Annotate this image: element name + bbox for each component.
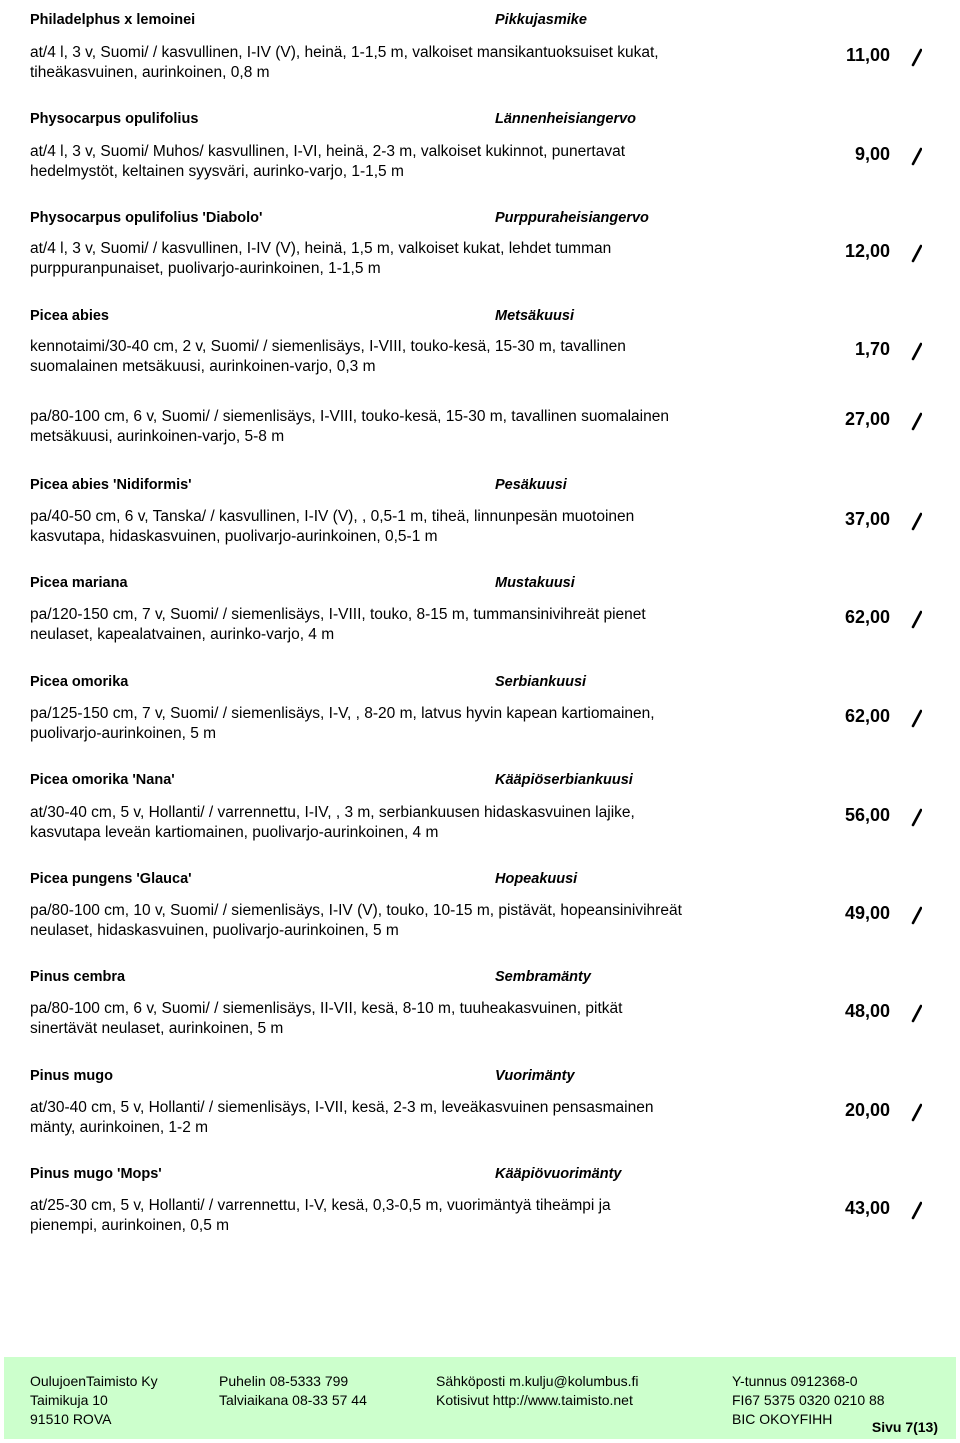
product-header (30, 111, 930, 131)
price: 56,00 (844, 805, 890, 825)
latin-name: Pinus mugo (30, 1068, 113, 1084)
description-line: mänty, aurinkoinen, 1-2 m (30, 1119, 209, 1136)
product-header (30, 308, 930, 328)
description-line: metsäkuusi, aurinkoinen-varjo, 5-8 m (30, 428, 285, 445)
variant-description (30, 605, 750, 645)
variant-description (30, 999, 750, 1039)
variant-description (30, 803, 750, 843)
footer (4, 1357, 956, 1439)
description-line: kasvutapa, hidaskasvuinen, puolivarjo-aurinkoinen, 0,5-1 m (30, 528, 438, 545)
footer-contact (436, 1372, 639, 1410)
price: 48,00 (844, 1001, 890, 1021)
footer-line: Taimikuja 10 (30, 1392, 108, 1408)
price: 11,00 (845, 45, 890, 65)
currency-mark-icon (910, 1000, 922, 1024)
price: 20,00 (844, 1100, 890, 1120)
currency-mark-icon (910, 1197, 922, 1221)
product-header (30, 12, 930, 32)
description-line: at/4 l, 3 v, Suomi/ / kasvullinen, I-IV (V), heinä, 1,5 m, valkoiset kukat, lehdet tumman (30, 240, 612, 257)
common-name: Kääpiöserbiankuusi (495, 772, 633, 788)
description-line: kasvutapa leveän kartiomainen, puolivarjo-aurinkoinen, 4 m (30, 824, 439, 841)
product-header (30, 477, 930, 497)
footer-line: Y-tunnus 0912368-0 (732, 1373, 858, 1389)
common-name: Vuorimänty (495, 1068, 575, 1084)
footer-bank (732, 1372, 885, 1429)
variant-row (30, 803, 930, 847)
currency-mark-icon (910, 804, 922, 828)
latin-name: Physocarpus opulifolius (30, 111, 199, 127)
price: 37,00 (844, 509, 890, 529)
currency-mark-icon (910, 408, 922, 432)
description-line: at/4 l, 3 v, Suomi/ Muhos/ kasvullinen, I-VI, heinä, 2-3 m, valkoiset kukinnot, punertavat (30, 143, 626, 160)
price: 62,00 (844, 607, 890, 627)
footer-line: OulujoenTaimisto Ky (30, 1373, 158, 1389)
variant-row (30, 507, 930, 551)
currency-mark-icon (910, 902, 922, 926)
latin-name: Physocarpus opulifolius 'Diabolo' (30, 210, 263, 226)
description-line: at/30-40 cm, 5 v, Hollanti/ / siemenlisäys, I-VII, kesä, 2-3 m, leveäkasvuinen pensasmainen (30, 1099, 654, 1116)
currency-mark-icon (910, 338, 922, 362)
description-line: kennotaimi/30-40 cm, 2 v, Suomi/ / siemenlisäys, I-VIII, touko-kesä, 15-30 m, tavallinen (30, 338, 626, 355)
description-line: tiheäkasvuinen, aurinkoinen, 0,8 m (30, 64, 270, 81)
price: 49,00 (844, 903, 890, 923)
description-line: pa/120-150 cm, 7 v, Suomi/ / siemenlisäys, I-VIII, touko, 8-15 m, tummansinivihreät pienet (30, 606, 646, 623)
currency-mark-icon (910, 44, 922, 68)
price: 12,00 (844, 241, 890, 261)
product-header (30, 1068, 930, 1088)
variant-description (30, 901, 750, 941)
variant-row (30, 407, 930, 451)
footer-line: Sähköposti m.kulju@kolumbus.fi (436, 1373, 639, 1389)
product-header (30, 871, 930, 891)
latin-name: Picea omorika 'Nana' (30, 772, 175, 788)
variant-description (30, 337, 750, 377)
common-name: Kääpiövuorimänty (495, 1166, 622, 1182)
variant-description (30, 704, 750, 744)
product-header (30, 1166, 930, 1186)
latin-name: Pinus mugo 'Mops' (30, 1166, 162, 1182)
page-number: Sivu 7(13) (871, 1419, 938, 1435)
price: 43,00 (844, 1198, 890, 1218)
footer-company (30, 1372, 158, 1429)
variant-row (30, 239, 930, 283)
variant-row (30, 605, 930, 649)
latin-name: Picea abies 'Nidiformis' (30, 477, 192, 493)
variant-description (30, 142, 750, 182)
price: 62,00 (844, 706, 890, 726)
currency-mark-icon (910, 705, 922, 729)
description-line: purppuranpunaiset, puolivarjo-aurinkoinen, 1-1,5 m (30, 260, 381, 277)
currency-mark-icon (910, 240, 922, 264)
latin-name: Picea omorika (30, 674, 129, 690)
common-name: Pesäkuusi (495, 477, 567, 493)
common-name: Hopeakuusi (495, 871, 578, 887)
description-line: neulaset, hidaskasvuinen, puolivarjo-aurinkoinen, 5 m (30, 922, 399, 939)
description-line: puolivarjo-aurinkoinen, 5 m (30, 725, 217, 742)
variant-row (30, 704, 930, 748)
product-header (30, 772, 930, 792)
description-line: pa/40-50 cm, 6 v, Tanska/ / kasvullinen, I-IV (V), , 0,5-1 m, tiheä, linnunpesän muotoinen (30, 508, 635, 525)
latin-name: Picea abies (30, 308, 109, 324)
common-name: Mustakuusi (495, 575, 575, 591)
variant-row (30, 43, 930, 87)
variant-row (30, 142, 930, 186)
common-name: Metsäkuusi (495, 308, 574, 324)
price: 1,70 (854, 339, 890, 359)
description-line: pa/80-100 cm, 10 v, Suomi/ / siemenlisäys, I-IV (V), touko, 10-15 m, pistävät, hopeansinivihreät (30, 902, 682, 919)
footer-phone (219, 1372, 367, 1410)
currency-mark-icon (910, 143, 922, 167)
common-name: Sembramänty (495, 969, 591, 985)
currency-mark-icon (910, 1099, 922, 1123)
variant-description (30, 239, 750, 279)
footer-line: Kotisivut http://www.taimisto.net (436, 1392, 633, 1408)
latin-name: Pinus cembra (30, 969, 126, 985)
description-line: pa/80-100 cm, 6 v, Suomi/ / siemenlisäys, I-VIII, touko-kesä, 15-30 m, tavallinen suomalainen (30, 408, 669, 425)
footer-line: Talviaikana 08-33 57 44 (219, 1392, 367, 1408)
price: 27,00 (844, 409, 890, 429)
variant-row (30, 901, 930, 945)
description-line: pienempi, aurinkoinen, 0,5 m (30, 1217, 230, 1234)
price: 9,00 (854, 144, 890, 164)
common-name: Pikkujasmike (495, 12, 587, 28)
description-line: pa/125-150 cm, 7 v, Suomi/ / siemenlisäys, I-V, , 8-20 m, latvus hyvin kapean kartiomainen, (30, 705, 655, 722)
latin-name: Picea pungens 'Glauca' (30, 871, 192, 887)
variant-row (30, 1196, 930, 1240)
currency-mark-icon (910, 606, 922, 630)
footer-line: BIC OKOYFIHH (732, 1411, 833, 1427)
description-line: hedelmystöt, keltainen syysväri, aurinko-varjo, 1-1,5 m (30, 163, 404, 180)
latin-name: Picea mariana (30, 575, 128, 591)
description-line: at/25-30 cm, 5 v, Hollanti/ / varrennettu, I-V, kesä, 0,3-0,5 m, vuorimäntyä tiheämpi ja (30, 1197, 611, 1214)
description-line: suomalainen metsäkuusi, aurinkoinen-varjo, 0,3 m (30, 358, 376, 375)
footer-line: FI67 5375 0320 0210 88 (732, 1392, 885, 1408)
variant-description (30, 407, 750, 447)
footer-line: Puhelin 08-5333 799 (219, 1373, 349, 1389)
product-header (30, 575, 930, 595)
product-header (30, 674, 930, 694)
common-name: Purppuraheisiangervo (495, 210, 649, 226)
variant-description (30, 1098, 750, 1138)
variant-description (30, 507, 750, 547)
description-line: neulaset, kapealatvainen, aurinko-varjo, 4 m (30, 626, 335, 643)
product-header (30, 210, 930, 230)
product-header (30, 969, 930, 989)
latin-name: Philadelphus x lemoinei (30, 12, 196, 28)
common-name: Serbiankuusi (495, 674, 587, 690)
common-name: Lännenheisiangervo (495, 111, 637, 127)
currency-mark-icon (910, 508, 922, 532)
description-line: at/4 l, 3 v, Suomi/ / kasvullinen, I-IV (V), heinä, 1-1,5 m, valkoiset mansikantuoksuiset kukat, (30, 44, 659, 61)
description-line: sinertävät neulaset, aurinkoinen, 5 m (30, 1020, 284, 1037)
variant-description (30, 43, 750, 83)
footer-line: 91510 ROVA (30, 1411, 112, 1427)
description-line: at/30-40 cm, 5 v, Hollanti/ / varrennettu, I-IV, , 3 m, serbiankuusen hidaskasvuinen lajike, (30, 804, 635, 821)
variant-row (30, 1098, 930, 1142)
description-line: pa/80-100 cm, 6 v, Suomi/ / siemenlisäys, II-VII, kesä, 8-10 m, tuuheakasvuinen, pitkät (30, 1000, 623, 1017)
variant-row (30, 999, 930, 1043)
variant-row (30, 337, 930, 381)
variant-description (30, 1196, 750, 1236)
